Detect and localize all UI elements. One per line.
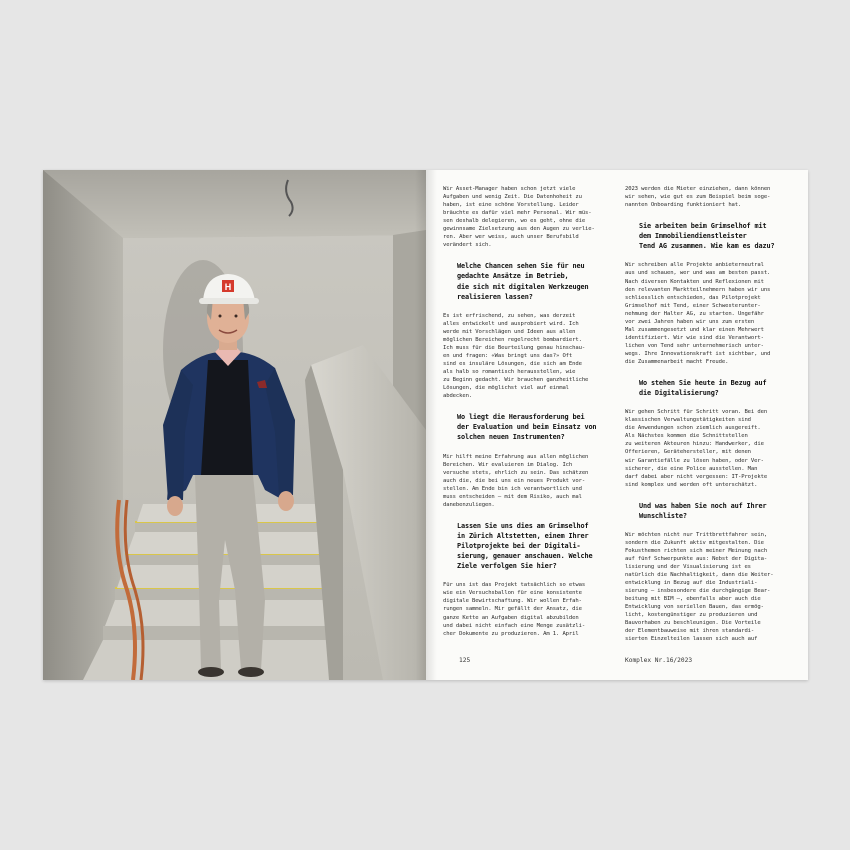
- interview-question: Lassen Sie uns dies am Grimselhof in Zürich Altstetten, einem Ihrer Pilotprojekte bei der Digitali- sierung, genauer anschauen. Welche Ziele verfolgen Sie hier?: [457, 521, 593, 571]
- stairwell-illustration: [43, 170, 426, 680]
- interview-question: Sie arbeiten beim Grimselhof mit dem Immobiliendienstleister Tend AG zusammen. Wie kam es dazu?: [639, 222, 775, 251]
- helmet-logo: H: [224, 282, 232, 292]
- text-page: [426, 170, 808, 680]
- paragraph: Wir schreiben alle Projekte anbieterneutral aus und schauen, wer und was am besten passt. Nach diversen Kontakten und Reflexionen mit den relevanten Marktteilnehmern haben wir uns schliesslich entschieden, das Pilotprojekt Grimselhof mit Tend, einer Schwesterunter- nehmung der Halter AG, zu starten. Ungefähr vor zwei Jahren haben wir uns zum ersten Mal zusammengesetzt und klar einen Mehrwert identifiziert. Wir wie sind die Verantwort- lichen von Tend sehr unternehmerisch unter- wegs. Ihre Innovationskraft ist sichtbar, und die Zusammenarbeit macht Freude.: [625, 262, 771, 365]
- paragraph: Es ist erfrischend, zu sehen, was derzeit alles entwickelt und ausprobiert wird. Ich werde mit Vorschlägen und Ideen aus allen möglichen Bereichen regelrecht bombardiert. Ich muss für die Beurteilung genau hinschau- en und fragen: «Was bringt uns das?» Oft sind es insuläre Lösungen, die sich am Ende als halb so romantisch herausstellen, wie zu Beginn gedacht. Wir brauchen ganzheitliche Lösungen, die möglichst viel auf einmal abdecken.: [443, 312, 589, 400]
- page-number: 125: [459, 657, 471, 664]
- text-column-left: [443, 185, 611, 638]
- paragraph: Wir Asset-Manager haben schon jetzt viele Aufgaben und wenig Zeit. Die Datenhoheit zu haben, ist eine schöne Vorstellung. Leider bräuchte es dafür viel mehr Personal. Wir müs- sen deshalb delegieren, wo es geht, ohne die gewinnsame Zielsetzung aus den Augen zu verlie- ren. Aber wer weiss, auch unser Berufsbild verändert sich.: [443, 186, 595, 249]
- interview-question: Welche Chancen sehen Sie für neu gedachte Ansätze im Betrieb, die sich mit digitalen Werkzeugen realisieren lassen?: [457, 262, 589, 301]
- interview-question: Wo liegt die Herausforderung bei der Evaluation und beim Einsatz von solchen neuen Instrumenten?: [457, 413, 597, 442]
- paragraph: Wir gehen Schritt für Schritt voran. Bei den klassischen Verwaltungstätigkeiten sind die Anwendungen schon ziemlich ausgereift. Als Nächstes kommen die Schnittstellen zu weiteren Akteuren hinzu: Handwerker, die Offerieren, Gerätehersteller, mit denen wir Garantiefälle zu lösen haben, oder Ver- sicherer, die eine Police ausstellen. Man darf dabei aber nicht vergessen: IT-Projekte sind komplex und werden oft unterschätzt.: [625, 409, 768, 488]
- paragraph: 2023 werden die Mieter einziehen, dann können wir sehen, wie gut es zum Beispiel beim soge- nannten Onboarding funktioniert hat.: [625, 186, 771, 209]
- text-column-right: [625, 185, 793, 644]
- paragraph: Wir möchten nicht nur Trittbrettfahrer sein, sondern die Zukunft aktiv mitgestalten. Die Fokusthemen richten sich meiner Meinung nach auf fünf Schwerpunkte aus: Nebst der Digita- lisierung und der Visualisierung ist es natürlich die Nachhaltigkeit, dann die Weiter- entwicklung in Bezug auf die Industriali- sierung – insbesondere die durchgängige Bear- beitung mit BIM –, ebenfalls aber auch die Entwicklung von seriellen Bauen, das ermög- licht, kostengünstiger zu produzieren und Bauvorhaben zu beschleunigen. Die Vorteile der Elementbauweise mit ihren standardi- sierten Einzelteilen lassen sich auch auf: [625, 531, 774, 643]
- interview-question: Wo stehen Sie heute in Bezug auf die Digitalisierung?: [639, 379, 767, 398]
- magazine-issue: Komplex Nr.16/2023: [625, 657, 693, 664]
- paragraph: Mir hilft meine Erfahrung aus allen möglichen Bereichen. Wir evaluieren im Dialog. Ich versuche stets, ehrlich zu sein. Das schätzen auch die, die bei uns ein neues Produkt vor- stellen. Am Ende bin ich verantwortlich und muss entscheiden – mit dem Risiko, auch mal danebenzuliegen.: [443, 453, 589, 508]
- paragraph: Für uns ist das Projekt tatsächlich so etwas wie ein Versuchsballon für eine konsistente digitale Bewirtschaftung. Wir wollen Erfah- rungen sammeln. Mir gefällt der Ansatz, die ganze Kette an Aufgaben digital abzubilden und dabei nicht einfach eine Menge zusätzli- cher Dokumente zu produzieren. Am 1. April: [443, 582, 586, 637]
- portrait-photo: [43, 170, 426, 680]
- magazine-spread: [43, 170, 808, 680]
- interview-question: Und was haben Sie noch auf Ihrer Wunschliste?: [639, 501, 767, 520]
